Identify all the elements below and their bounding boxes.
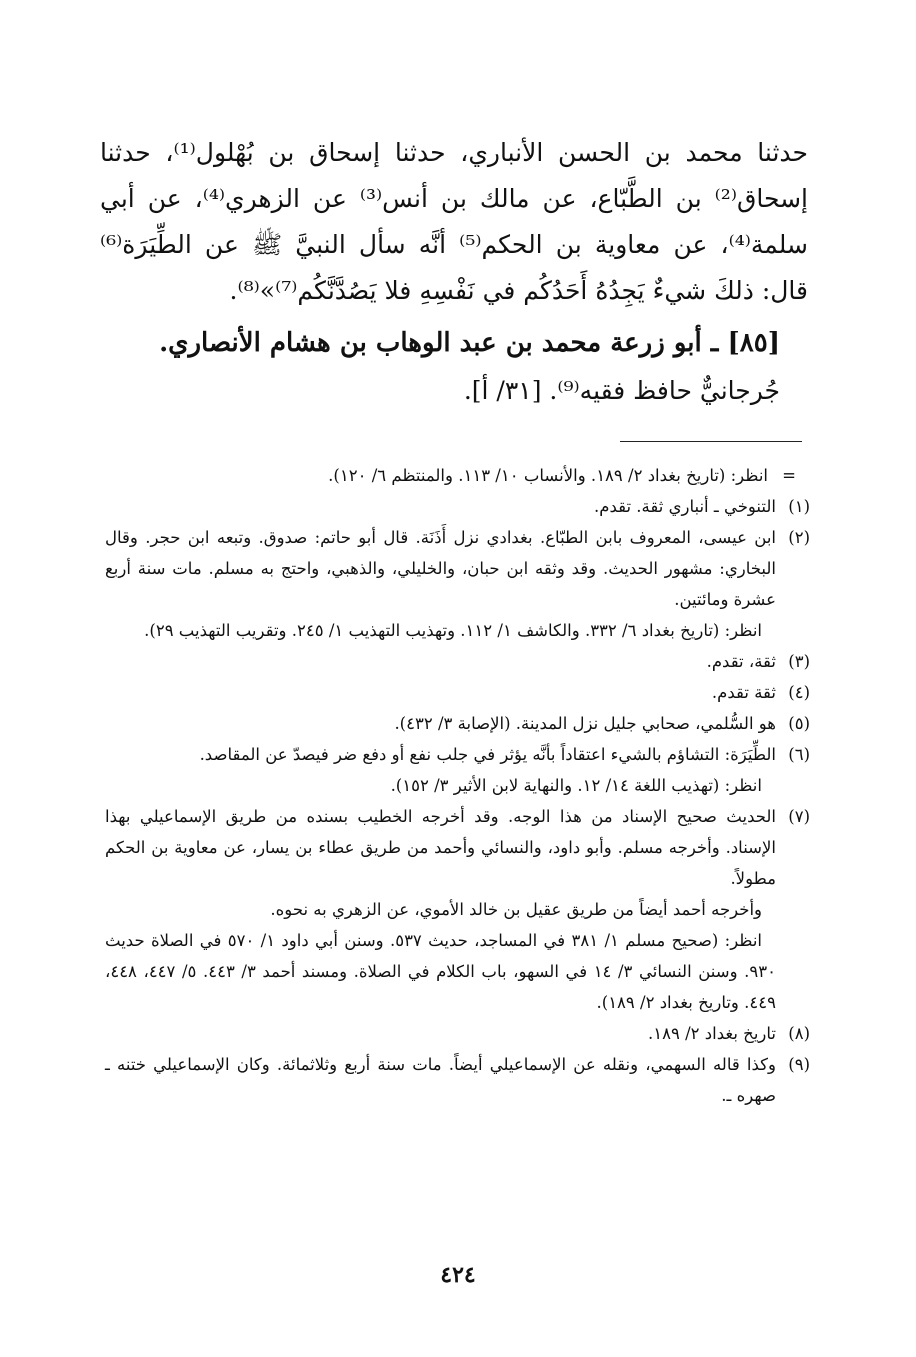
- footnote: [105, 801, 810, 1018]
- footnote: [105, 646, 810, 677]
- footnote-paragraph: هو السُّلمي، صحابي جليل نزل المدينة. (الإصابة ٣/ ٤٣٢).: [394, 714, 776, 733]
- footnote-separator: [620, 441, 802, 442]
- footnote: [105, 739, 810, 801]
- footnote-paragraph: الحديث صحيح الإسناد من هذا الوجه. وقد أخرجه الخطيب بسنده من طريق الإسماعيلي بهذا الإسناد. وأخرجه مسلم. وأبو داود، والنسائي وأحمد من طريق عطاء بن يسار، عن معاوية بن الحكم مطولاً.: [105, 807, 776, 888]
- footnote-paragraph: وأخرجه أحمد أيضاً من طريق عقيل بن خالد الأموي، عن الزهري به نحوه.: [270, 900, 762, 919]
- footnote: [105, 1049, 810, 1111]
- footnote-number: (٨): [788, 1024, 810, 1043]
- footnote: [105, 677, 810, 708]
- footnote-paragraph: انظر: (تاريخ بغداد ٦/ ٣٣٢. والكاشف ١/ ١١٢. وتهذيب التهذيب ١/ ٢٤٥. وتقريب التهذيب ٢٩).: [144, 621, 762, 640]
- footnote-paragraph: التنوخي ـ أنباري ثقة. تقدم.: [593, 497, 776, 516]
- footnote: [105, 1018, 810, 1049]
- footnote-number: (٦): [788, 745, 810, 764]
- footnote-number: (٣): [788, 652, 810, 671]
- page-number: ٤٢٤: [440, 1262, 476, 1288]
- footnote-paragraph: ثقة، تقدم.: [706, 652, 776, 671]
- footnote: [105, 708, 810, 739]
- footnote-paragraph: انظر: (تهذيب اللغة ١٤/ ١٢. والنهاية لابن الأثير ٣/ ١٥٢).: [390, 776, 762, 795]
- footnote-paragraph: تاريخ بغداد ٢/ ١٨٩.: [648, 1024, 776, 1043]
- footnote-text: [105, 1018, 776, 1049]
- footnote-text: [105, 1049, 776, 1111]
- footnote-paragraph: انظر: (تاريخ بغداد ٢/ ١٨٩. والأنساب ١٠/ ١١٣. والمنتظم ٦/ ١٢٠).: [328, 466, 768, 485]
- footnote-text: [105, 646, 776, 677]
- footnote: [105, 460, 810, 491]
- footnote-number: (٢): [788, 528, 810, 547]
- footnote-paragraph: وكذا قاله السهمي، ونقله عن الإسماعيلي أيضاً. مات سنة أربع وثلاثمائة. وكان الإسماعيلي ختنه ـ صهره ـ.: [105, 1055, 776, 1105]
- footnote: [105, 491, 810, 522]
- footnote-paragraph: انظر: (صحيح مسلم ١/ ٣٨١ في المساجد، حديث ٥٣٧. وسنن أبي داود ١/ ٥٧٠ في الصلاة حديث ٩٣٠. وسنن النسائي ٣/ ١٤ في السهو، باب الكلام في الصلاة. ومسند أحمد ٣/ ٤٤٣. ٥/ ٤٤٧، ٤٤٨، ٤٤٩. وتاريخ بغداد ٢/ ١٨٩).: [105, 931, 776, 1012]
- footnote-text: [105, 522, 776, 646]
- footnote-number: (١): [788, 497, 810, 516]
- footnote-text: [105, 677, 776, 708]
- footnote: [105, 522, 810, 646]
- entry-text: جُرجانيٌّ حافظ فقيه⁽⁹⁾. [٣١/ أ].: [463, 376, 780, 405]
- footnote-number: (٥): [788, 714, 810, 733]
- main-text: [100, 130, 808, 414]
- footnote-paragraph: ثقة تقدم.: [711, 683, 776, 702]
- footnote-number: (٧): [788, 807, 810, 826]
- footnote-text: [105, 491, 776, 522]
- footnote-paragraph: الطِّيَرَة: التشاؤم بالشيء اعتقاداً بأنَّه يؤثر في جلب نفع أو دفع ضر فيصدّ عن المقاصد.: [199, 745, 776, 764]
- footnote-text: [105, 708, 776, 739]
- footnote-number: (٩): [788, 1055, 810, 1074]
- footnotes: [105, 460, 810, 1111]
- footnote-paragraph: ابن عيسى، المعروف بابن الطبّاع. بغدادي نزل أَذَنَة. قال أبو حاتم: صدوق. وتبعه ابن حجر. وقال البخاري: مشهور الحديث. وقد وثقه ابن حبان، والخليلي، والذهبي، واحتج به مسلم. مات سنة أربع عشرة ومائتين.: [105, 528, 776, 609]
- footnote-number: (٤): [788, 683, 810, 702]
- hadith-paragraph: حدثنا محمد بن الحسن الأنباري، حدثنا إسحاق بن بُهْلول⁽¹⁾، حدثنا إسحاق⁽²⁾ بن الطَّبّاع، عن مالك بن أنس⁽³⁾ عن الزهري⁽⁴⁾، عن أبي سلمة⁽⁴⁾، عن معاوية بن الحكم⁽⁵⁾ أنَّه سأل النبيَّ ﷺ عن الطِّيَرَة⁽⁶⁾ قال: ذلكَ شيءٌ يَجِدُهُ أَحَدُكُم في نَفْسِهِ فلا يَصُدَّنَّكُم⁽⁷⁾»⁽⁸⁾.: [100, 138, 809, 305]
- entry-heading: [٨٥] ـ أبو زرعة محمد بن عبد الوهاب بن هشام الأنصاري.: [159, 328, 780, 358]
- footnote-number: =: [782, 466, 796, 485]
- footnote-text: [105, 801, 776, 1018]
- footnote-text: [105, 460, 768, 491]
- footnote-text: [105, 739, 776, 801]
